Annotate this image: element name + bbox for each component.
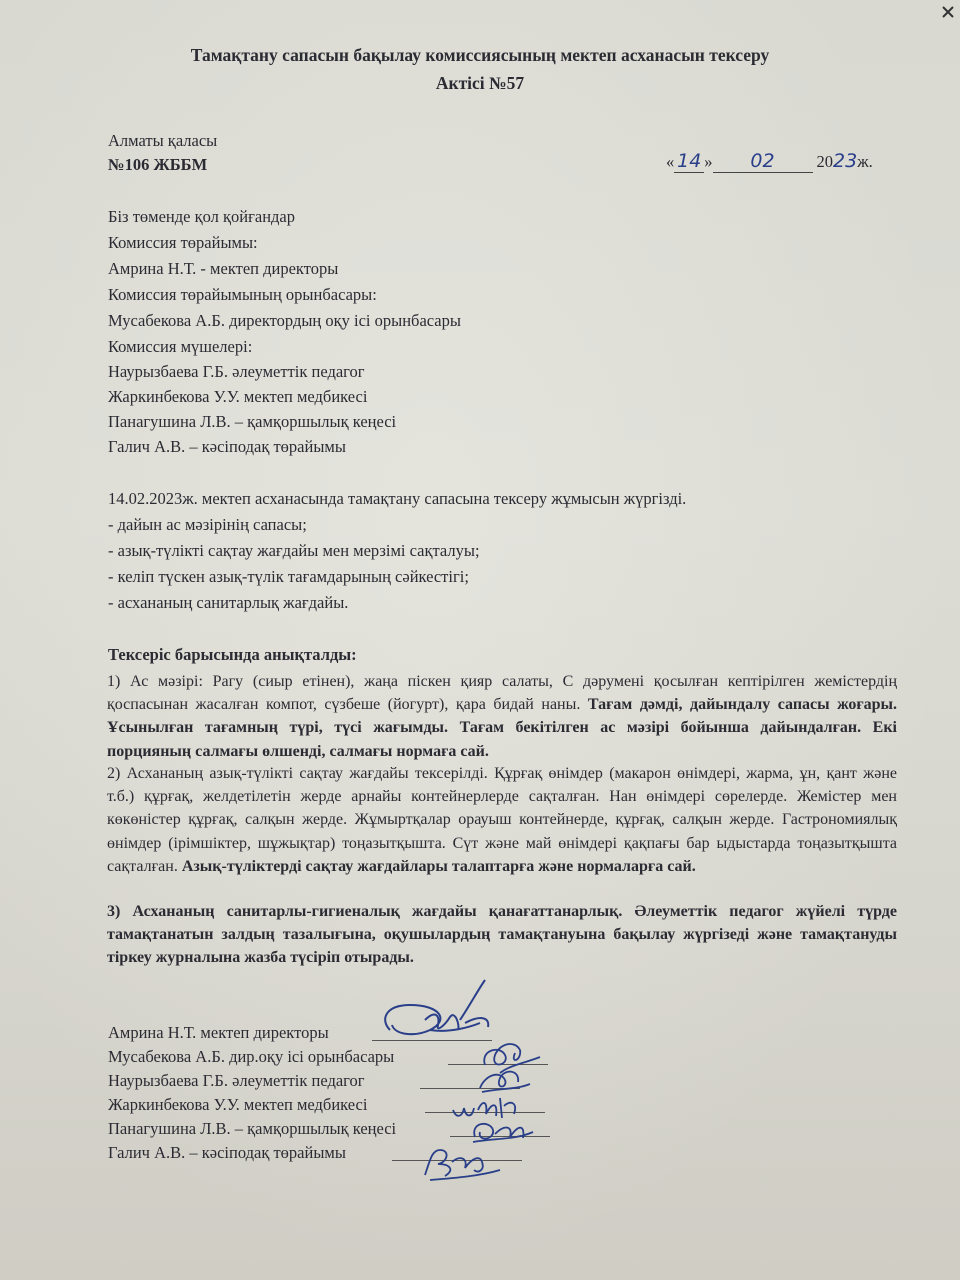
signature-line: Наурызбаева Г.Б. әлеуметтік педагог	[108, 1071, 365, 1090]
inspection-item: - асхананың санитарлық жағдайы.	[108, 593, 349, 612]
chair-label: Комиссия төрайымы:	[108, 233, 258, 252]
members-label: Комиссия мүшелері:	[108, 337, 253, 356]
member-item: Панагушина Л.В. – қамқоршылық кеңесі	[108, 412, 397, 431]
close-icon[interactable]	[940, 4, 956, 20]
signature-line: Амрина Н.Т. мектеп директоры	[108, 1023, 329, 1042]
inspection-item: - азық-түлікті сақтау жағдайы мен мерзімі сақталуы;	[108, 541, 480, 560]
member-item: Жаркинбекова У.У. мектеп медбикесі	[108, 387, 368, 406]
intro-line: Біз төменде қол қойғандар	[108, 207, 295, 226]
school-label: №106 ЖББМ	[108, 155, 208, 174]
signature-union	[410, 1140, 510, 1185]
date-year: 23	[833, 150, 858, 172]
member-item: Наурызбаева Г.Б. әлеуметтік педагог	[108, 362, 365, 381]
signature-line: Жаркинбекова У.У. мектеп медбикесі	[108, 1095, 368, 1114]
date-month: 02	[713, 150, 813, 173]
inspection-intro: 14.02.2023ж. мектеп асханасында тамақтану сапасына тексеру жұмысын жүргізді.	[108, 489, 687, 508]
city-label: Алматы қаласы	[108, 131, 218, 150]
inspection-item: - дайын ас мәзірінің сапасы;	[108, 515, 307, 534]
signature-line: Панагушина Л.В. – қамқоршылық кеңесі	[108, 1119, 397, 1138]
inspection-item: - келіп түскен азық-түлік тағамдарының сәйкестігі;	[108, 567, 469, 586]
act-number: Актісі №57	[435, 73, 525, 93]
member-item: Галич А.В. – кәсіподақ төрайымы	[108, 437, 346, 456]
finding-paragraph-1: 1) Ас мәзірі: Рагу (сиыр етінен), жаңа піскен қияр салаты, С дәрумені қосылған кептірілген жемістердің қоспасынан жасалған компот, сүзбеше (йогурт), қара бидай наны. Тағам дәмді, дайындалу сапасы жоғары. Ұсынылған тағамның түрі, түсі жағымды. Тағам бекітілген ас мәзірі бойынша дайындалған. Екі порцияның салмағы өлшенді, салмағы нормаға сай.	[107, 673, 897, 760]
deputy-name: Мусабекова А.Б. директордың оқу ісі орынбасары	[108, 311, 461, 330]
date-day: 14	[674, 150, 704, 173]
document-title: Тамақтану сапасын бақылау комиссиясының мектеп асханасын тексеру	[190, 45, 770, 65]
chair-name: Амрина Н.Т. - мектеп директоры	[108, 259, 339, 278]
findings-heading: Тексеріс барысында анықталды:	[108, 645, 357, 664]
finding-paragraph-3: 3) Асхананың санитарлы-гигиеналық жағдайы қанағаттанарлық. Әлеуметтік педагог жүйелі түрде тамақтанатын залдың тазалығына, оқушылардың тамақтануына бақылау жүргізеді және тамақтануды тіркеу журналына жазба түсіріп отырады.	[107, 903, 897, 967]
document-date: « 14 » 02 2023ж.	[666, 150, 873, 172]
signature-line: Галич А.В. – кәсіподақ төрайымы	[108, 1143, 346, 1162]
signature-line: Мусабекова А.Б. дир.оқу ісі орынбасары	[108, 1047, 395, 1066]
finding-paragraph-2: 2) Асхананың азық-түлікті сақтау жағдайы тексерілді. Құрғақ өнімдер (макарон өнімдері, жарма, ұн, қант және т.б.) құрғақ, желдетілетін жерде арнайы контейнерлерде сақталған. Нан өнімдері сөрелерде. Жемістер мен көкөністер құрғақ, салқын жерде. Жұмыртқалар орауыш контейнерде, құрғақ, салқын жерде. Гастрономиялық өнімдер (ірімшіктер, шұжықтар) тоңазытқышта. Сүт және май өнімдері қақпағы бар ыдыстарда тоңазытқышта сақталған. Азық-түліктерді сақтау жағдайлары талаптарға және нормаларға сай.	[107, 765, 897, 875]
deputy-label: Комиссия төрайымының орынбасары:	[108, 285, 377, 304]
